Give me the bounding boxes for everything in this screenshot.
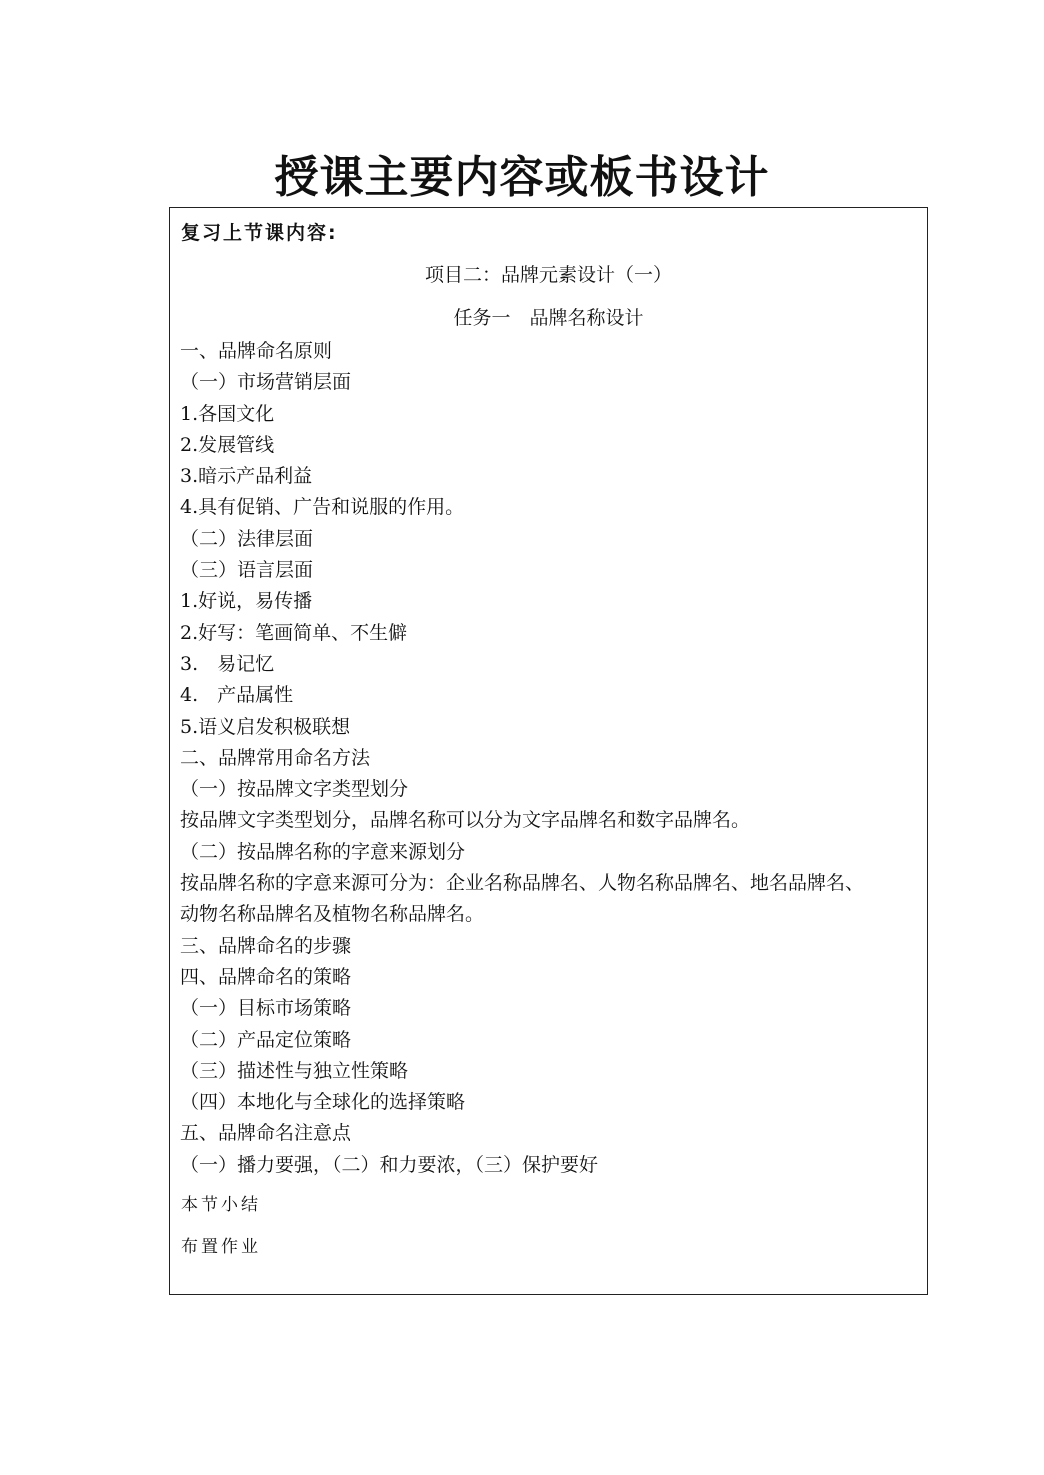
homework-label: 布置作业 xyxy=(181,1237,261,1257)
outline-line: 2.发展管线 xyxy=(180,433,275,456)
outline-line: 一、品牌命名原则 xyxy=(180,340,333,362)
outline-line: 按品牌名称的字意来源可分为：企业名称品牌名、人物名称品牌名、地名品牌名、 xyxy=(180,872,865,895)
outline-line: 3.暗示产品利益 xyxy=(180,465,313,488)
task-title: 任务一 品牌名称设计 xyxy=(453,307,644,329)
outline-line: （一）目标市场策略 xyxy=(180,997,352,1020)
outline-line: 2.好写：笔画简单、不生僻 xyxy=(180,621,408,644)
outline-line: （一）按品牌文字类型划分 xyxy=(180,778,409,801)
outline-line: 3. 易记忆 xyxy=(180,652,275,675)
outline-line: （三）描述性与独立性策略 xyxy=(180,1059,409,1082)
outline-line: 5.语义启发积极联想 xyxy=(180,715,351,738)
review-heading: 复习上节课内容: xyxy=(181,222,338,244)
outline-line: 动物名称品牌名及植物名称品牌名。 xyxy=(180,903,485,926)
outline-line: 4.具有促销、广告和说服的作用。 xyxy=(180,496,465,519)
outline-line: 1.各国文化 xyxy=(180,402,275,425)
summary-label: 本节小结 xyxy=(181,1195,261,1215)
outline-line: （二）产品定位策略 xyxy=(180,1028,352,1051)
outline-line: 4. 产品属性 xyxy=(180,684,294,707)
outline-line: 三、品牌命名的步骤 xyxy=(180,934,352,957)
outline-line: 按品牌文字类型划分，品牌名称可以分为文字品牌名和数字品牌名。 xyxy=(180,809,751,832)
outline-line: （一）市场营销层面 xyxy=(180,371,352,394)
outline-line: （一）播力要强，（二）和力要浓，（三）保护要好 xyxy=(180,1153,599,1176)
outline-line: （二）法律层面 xyxy=(180,527,314,550)
outline-line: （二）按品牌名称的字意来源划分 xyxy=(180,840,466,863)
outline-line: （四）本地化与全球化的选择策略 xyxy=(180,1091,466,1114)
page-title: 授课主要内容或板书设计 xyxy=(274,152,770,203)
project-title: 项目二：品牌元素设计（一） xyxy=(424,264,672,286)
lesson-outline xyxy=(180,336,920,1181)
outline-line: 五、品牌命名注意点 xyxy=(180,1122,352,1145)
outline-line: 四、品牌命名的策略 xyxy=(180,965,352,988)
outline-line: 1.好说，易传播 xyxy=(180,590,313,613)
outline-line: 二、品牌常用命名方法 xyxy=(180,746,371,769)
outline-line: （三）语言层面 xyxy=(180,559,314,582)
